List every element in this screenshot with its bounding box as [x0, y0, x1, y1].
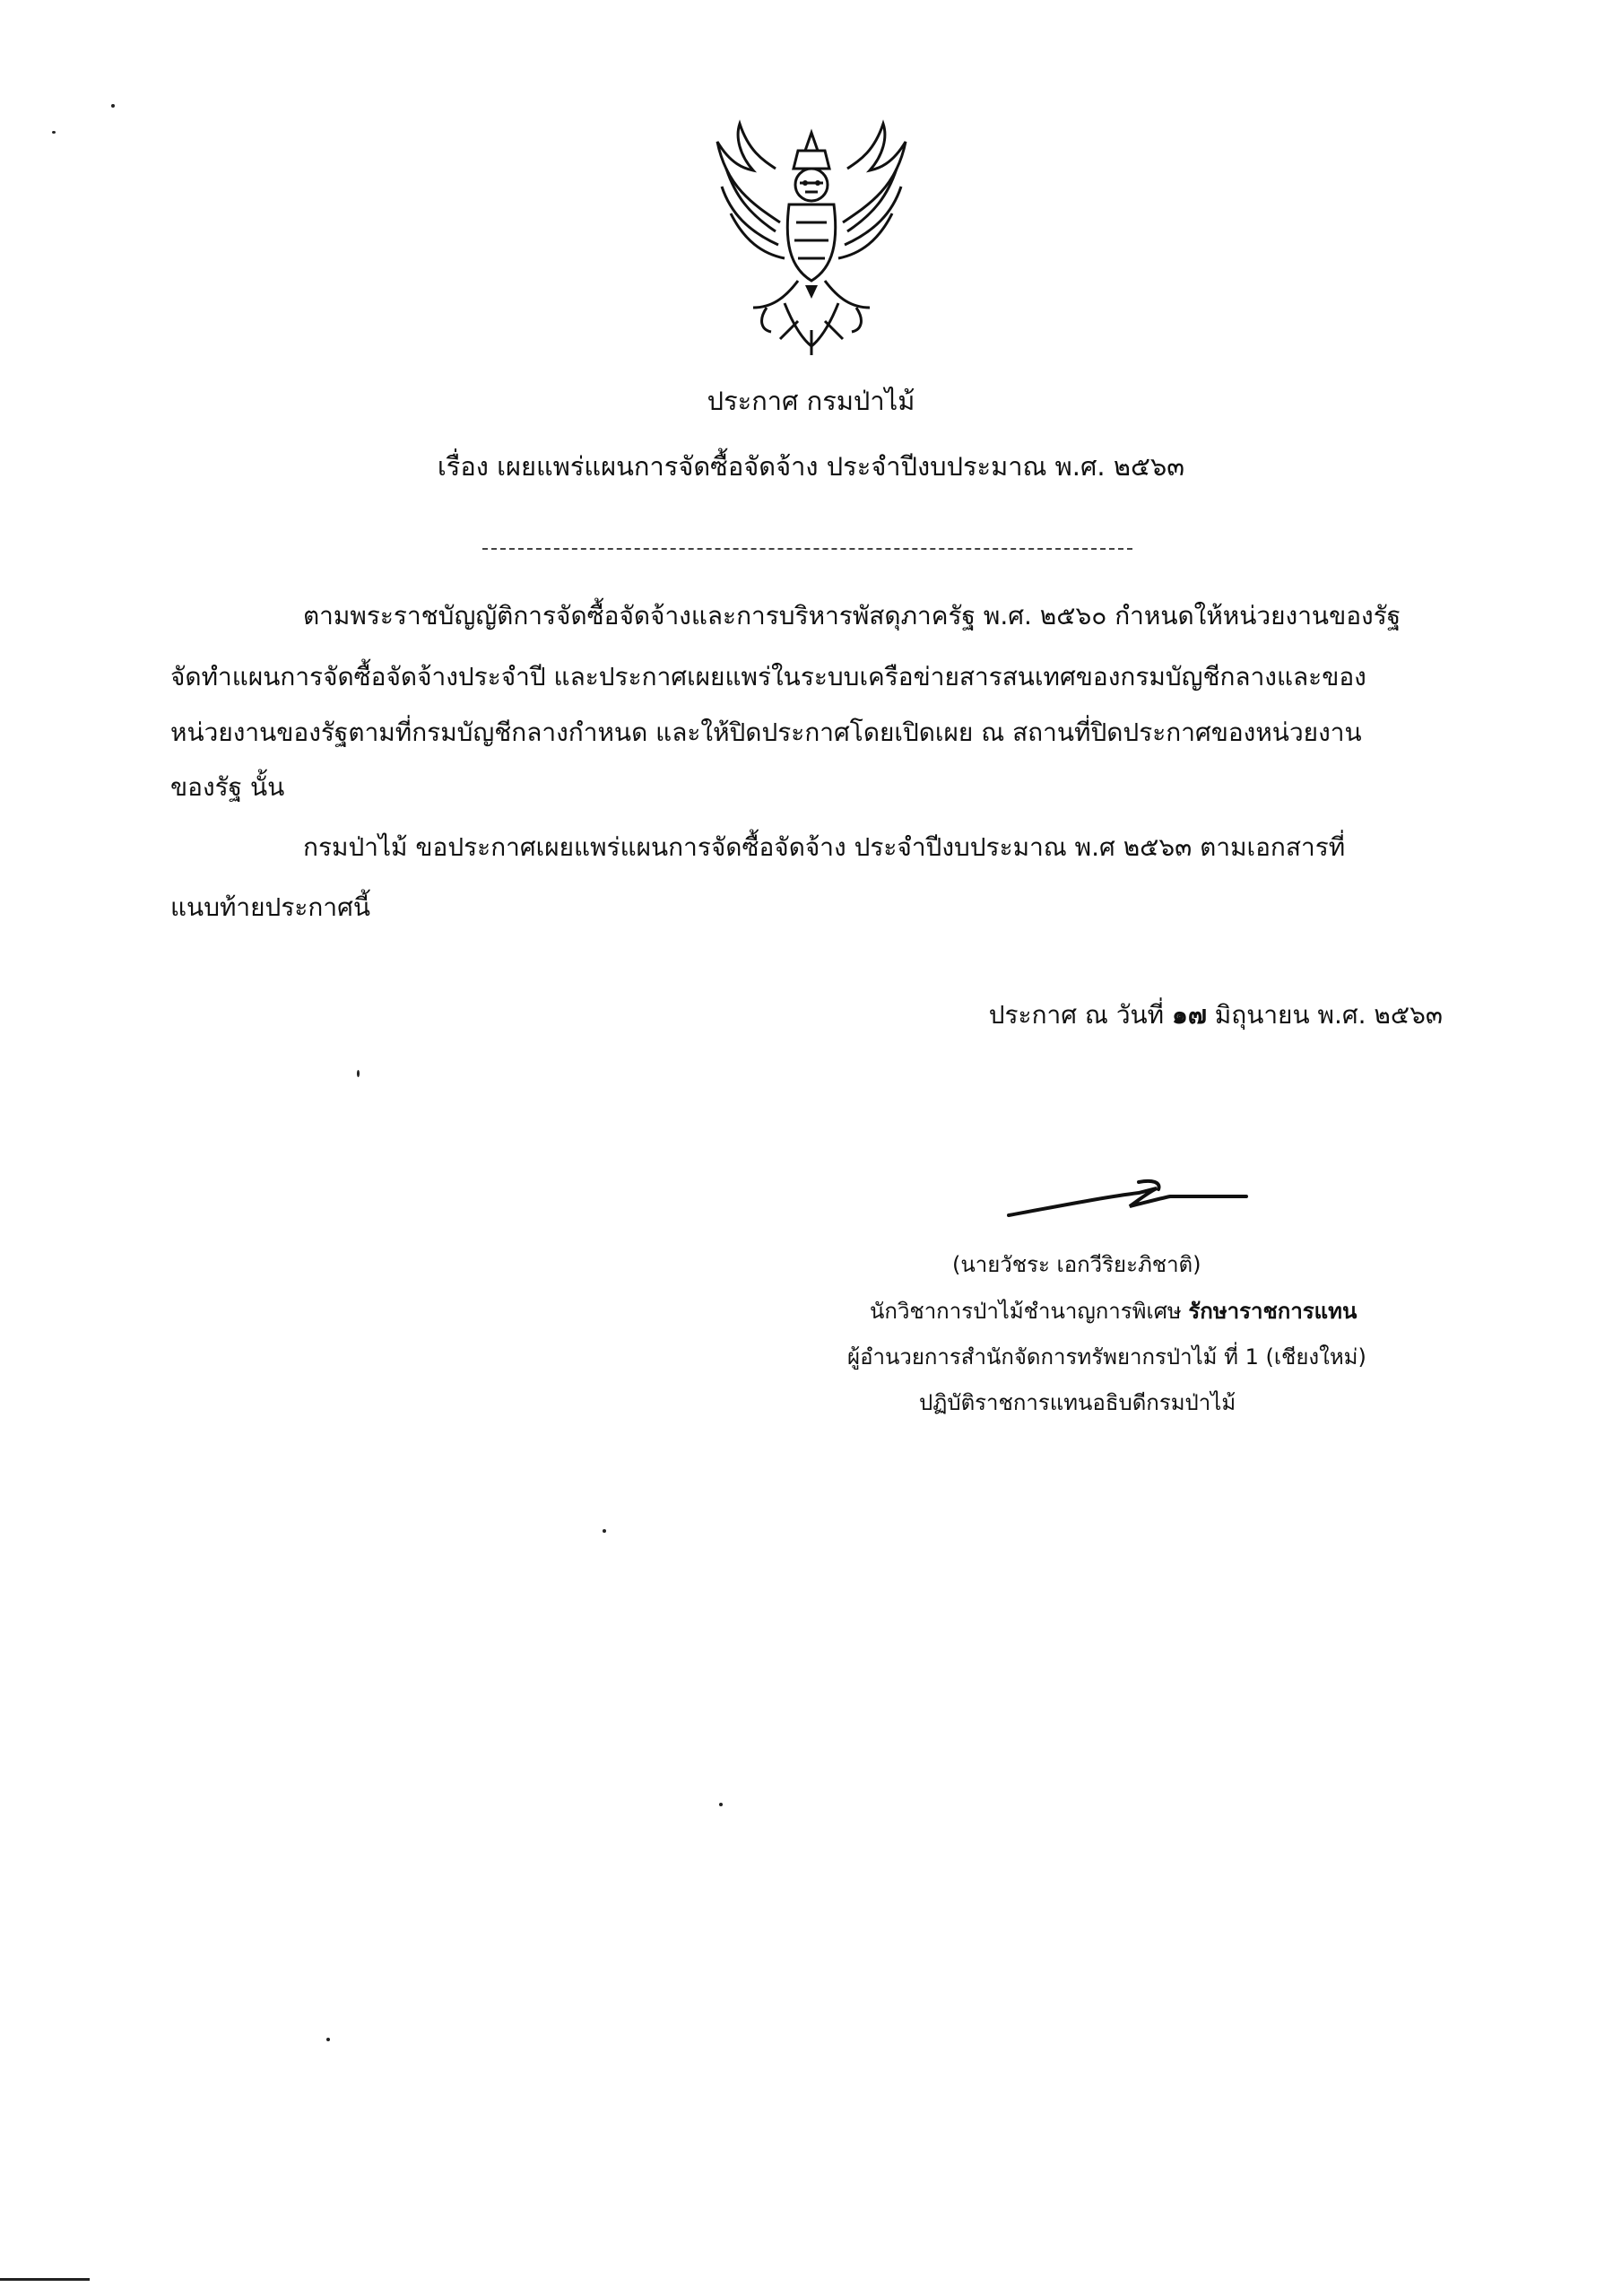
dashed-separator: [482, 548, 1132, 550]
paragraph1-line4: ของรัฐ นั้น: [170, 772, 285, 802]
scan-speck: [357, 1070, 360, 1077]
paragraph2-line2: แนบท้ายประกาศนี้: [170, 892, 370, 922]
announcement-title: ประกาศ กรมป่าไม้: [707, 386, 915, 416]
signatory-position2: ผู้อำนวยการสำนักจัดการทรัพยากรป่าไม้ ที่ 1 (เชียงใหม่): [847, 1344, 1366, 1370]
scan-speck: [52, 131, 56, 134]
date-prefix: ประกาศ ณ วันที่: [988, 1000, 1165, 1030]
garuda-emblem-icon: [699, 115, 924, 366]
signatory-name: (นายวัชระ เอกวีริยะภิชาติ): [952, 1252, 1201, 1277]
paragraph1-line2: จัดทำแผนการจัดซื้อจัดจ้างประจำปี และประกาศเผยแพร่ในระบบเครือข่ายสารสนเทศของกรมบัญชีกลางและของ: [170, 662, 1366, 691]
scan-speck: [326, 2038, 330, 2041]
signatory-position1-main: นักวิชาการป่าไม้ชำนาญการพิเศษ: [870, 1299, 1182, 1324]
signatory-position3: ปฏิบัติราชการแทนอธิบดีกรมป่าไม้: [919, 1390, 1236, 1415]
signatory-position1-bold: รักษาราชการแทน: [1188, 1299, 1357, 1324]
scan-speck: [719, 1803, 723, 1806]
paragraph1-line1: ตามพระราชบัญญัติการจัดซื้อจัดจ้างและการบริหารพัสดุภาครัฐ พ.ศ. ๒๕๖๐ กำหนดให้หน่วยงานของรัฐ: [303, 601, 1401, 631]
announcement-date: [989, 997, 1443, 1033]
handwritten-signature: [1004, 1166, 1255, 1229]
date-month-year: มิถุนายน พ.ศ. ๒๕๖๓: [1214, 1000, 1443, 1030]
scan-edge-mark: [0, 2278, 90, 2281]
signatory-position1: [870, 1296, 1357, 1326]
paragraph2-line1: กรมป่าไม้ ขอประกาศเผยแพร่แผนการจัดซื้อจัดจ้าง ประจำปีงบประมาณ พ.ศ ๒๕๖๓ ตามเอกสารที่: [303, 832, 1346, 862]
date-day: ๑๗: [1172, 1000, 1207, 1030]
scan-speck: [603, 1529, 606, 1533]
paragraph1-line3: หน่วยงานของรัฐตามที่กรมบัญชีกลางกำหนด และให้ปิดประกาศโดยเปิดเผย ณ สถานที่ปิดประกาศของหน่วยงาน: [170, 718, 1362, 747]
announcement-subject: เรื่อง เผยแพร่แผนการจัดซื้อจัดจ้าง ประจำปีงบประมาณ พ.ศ. ๒๕๖๓: [437, 451, 1185, 482]
scan-speck: [111, 104, 115, 108]
